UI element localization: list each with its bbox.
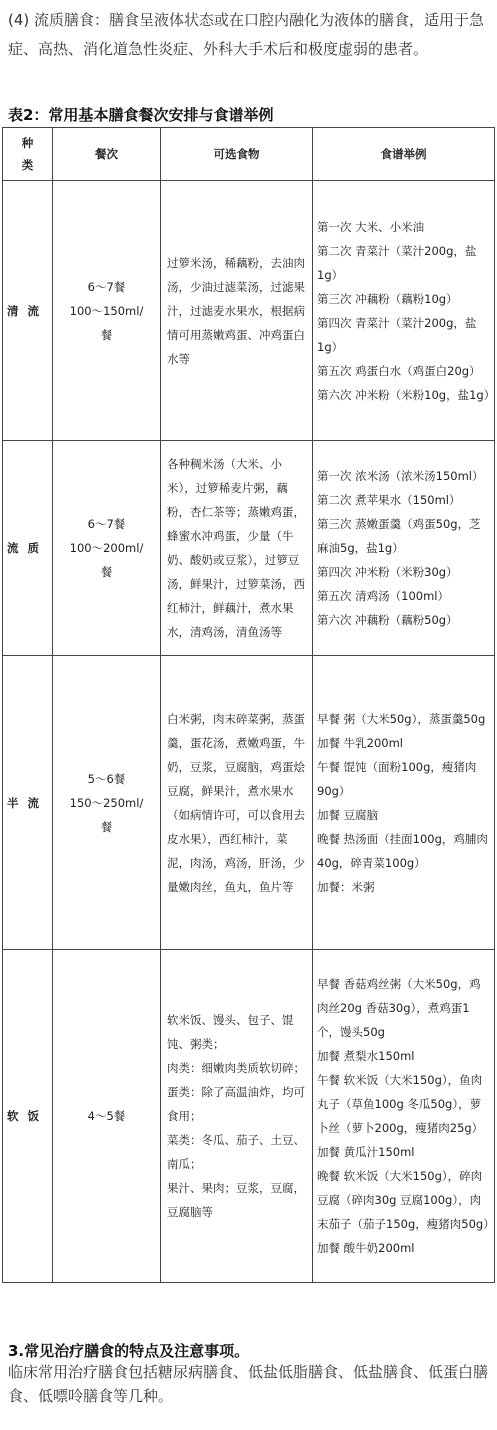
header-examples: 食谱举例 xyxy=(313,128,495,181)
examples-cell xyxy=(313,181,495,441)
header-kind: 种 类 xyxy=(3,128,53,181)
example-line: 第三次 蒸嫩蛋羹（鸡蛋50g，芝麻油5g，盐1g） xyxy=(317,517,481,555)
example-line: 第四次 冲米粉（米粉30g） xyxy=(317,565,458,579)
example-line: 加餐 牛乳200ml xyxy=(317,735,404,750)
intro-paragraph: (4) 流质膳食：膳食呈液体状态或在口腔内融化为液体的膳食，适用于急症、高热、消化道急性炎症、外科大手术后和极度虚弱的患者。 xyxy=(8,11,485,58)
example-line: 第五次 清鸡汤（100ml） xyxy=(317,589,450,603)
table-row xyxy=(3,181,495,441)
table-row xyxy=(3,441,495,656)
foods-cell: 白米粥，肉末碎菜粥，蒸蛋羹，蛋花汤，煮嫩鸡蛋，牛奶，豆浆，豆腐脑，鸡蛋烩豆腐，鲜果汁，煮水果水（如病情许可，可以食用去皮水果），西红柿汁，菜泥，肉汤，鸡汤，肝汤，少量嫩肉丝，鱼丸，鱼片等 xyxy=(161,656,313,950)
example-line: 晚餐 热汤面（挂面100g，鸡脯肉40g，碎青菜100g） xyxy=(317,831,488,870)
example-line: 第五次 鸡蛋白水（鸡蛋白20g） xyxy=(317,363,481,378)
header-meals: 餐次 xyxy=(53,128,161,181)
foods-cell: 各种稠米汤（大米、小米），过箩稀麦片粥，藕粉，杏仁茶等；蒸嫩鸡蛋，蜂蜜水冲鸡蛋，少量（牛奶、酸奶或豆浆），过箩豆汤，鲜果汁，过箩菜汤，西红柿汁，鲜藕汁，煮水果水，清鸡汤，清鱼汤等 xyxy=(161,441,313,656)
example-line: 早餐 粥（大米50g），蒸蛋羹50g xyxy=(317,711,486,726)
table-row xyxy=(3,656,495,950)
kind-cell: 流质 xyxy=(3,441,53,656)
example-line: 第六次 冲藕粉（藕粉50g） xyxy=(317,613,458,627)
kind-cell: 清流 xyxy=(3,181,53,441)
example-line: 第三次 冲藕粉（藕粉10g） xyxy=(317,291,458,306)
example-line: 第二次 青菜汁（菜汁200g，盐1g） xyxy=(317,243,477,282)
example-line: 午餐 馄饨（面粉100g，瘦猪肉90g） xyxy=(317,759,477,798)
examples-cell xyxy=(313,441,495,656)
example-line: 加餐 黄瓜汁150ml xyxy=(317,1145,415,1159)
examples-cell xyxy=(313,950,495,1283)
examples-cell xyxy=(313,656,495,950)
header-foods: 可选食物 xyxy=(161,128,313,181)
foods-cell: 软米饭、馒头、包子、馄饨、粥类； 肉类：细嫩肉类质软切碎； 蛋类：除了高温油炸，均可食用； 菜类：冬瓜、茄子、土豆、南瓜； 果汁、果肉；豆浆，豆腐，豆腐脑等 xyxy=(161,950,313,1283)
meals-cell: 6～7餐 100～150ml/ 餐 xyxy=(53,181,161,441)
example-line: 第一次 大米、小米油 xyxy=(317,219,425,234)
meals-cell: 5～6餐 150～250ml/ 餐 xyxy=(53,656,161,950)
section-body: 临床常用治疗膳食包括糖尿病膳食、低盐低脂膳食、低盐膳食、低蛋白膳食、低嘌呤膳食等几种。 xyxy=(8,1363,489,1405)
meals-cell: 4～5餐 xyxy=(53,950,161,1283)
example-line: 晚餐 软米饭（大米150g），碎肉豆腐（碎肉30g 豆腐100g），肉末茄子（茄子150g，瘦猪肉50g） xyxy=(317,1169,495,1231)
table-row xyxy=(3,950,495,1283)
diet-table xyxy=(2,127,495,1283)
table-header-row xyxy=(3,128,495,181)
example-line: 加餐 酸牛奶200ml xyxy=(317,1241,415,1255)
example-line: 第二次 煮苹果水（150ml） xyxy=(317,493,461,507)
kind-cell: 软饭 xyxy=(3,950,53,1283)
example-line: 早餐 香菇鸡丝粥（大米50g，鸡肉丝20g 香菇30g），煮鸡蛋1个，馒头50g xyxy=(317,977,481,1039)
section-title: 3.常见治疗膳食的特点及注意事项。 xyxy=(8,1342,250,1360)
example-line: 第六次 冲米粉（米粉10g，盐1g） xyxy=(317,387,496,402)
example-line: 第四次 青菜汁（菜汁200g，盐1g） xyxy=(317,315,477,354)
example-line: 午餐 软米饭（大米150g），鱼肉丸子（草鱼100g 冬瓜50g），萝卜丝（萝卜200g，瘦猪肉25g） xyxy=(317,1073,484,1135)
example-line: 加餐 煮梨水150ml xyxy=(317,1049,415,1063)
meals-cell: 6～7餐 100～200ml/ 餐 xyxy=(53,441,161,656)
foods-cell: 过箩米汤，稀藕粉，去油肉汤，少油过滤菜汤，过滤果汁，过滤麦水果水，根据病情可用蒸嫩鸡蛋、冲鸡蛋白水等 xyxy=(161,181,313,441)
example-line: 加餐：米粥 xyxy=(317,879,375,894)
example-line: 第一次 浓米汤（浓米汤150ml） xyxy=(317,469,484,483)
example-line: 加餐 豆腐脑 xyxy=(317,807,379,822)
kind-cell: 半流 xyxy=(3,656,53,950)
table-title: 表2：常用基本膳食餐次安排与食谱举例 xyxy=(8,106,274,124)
